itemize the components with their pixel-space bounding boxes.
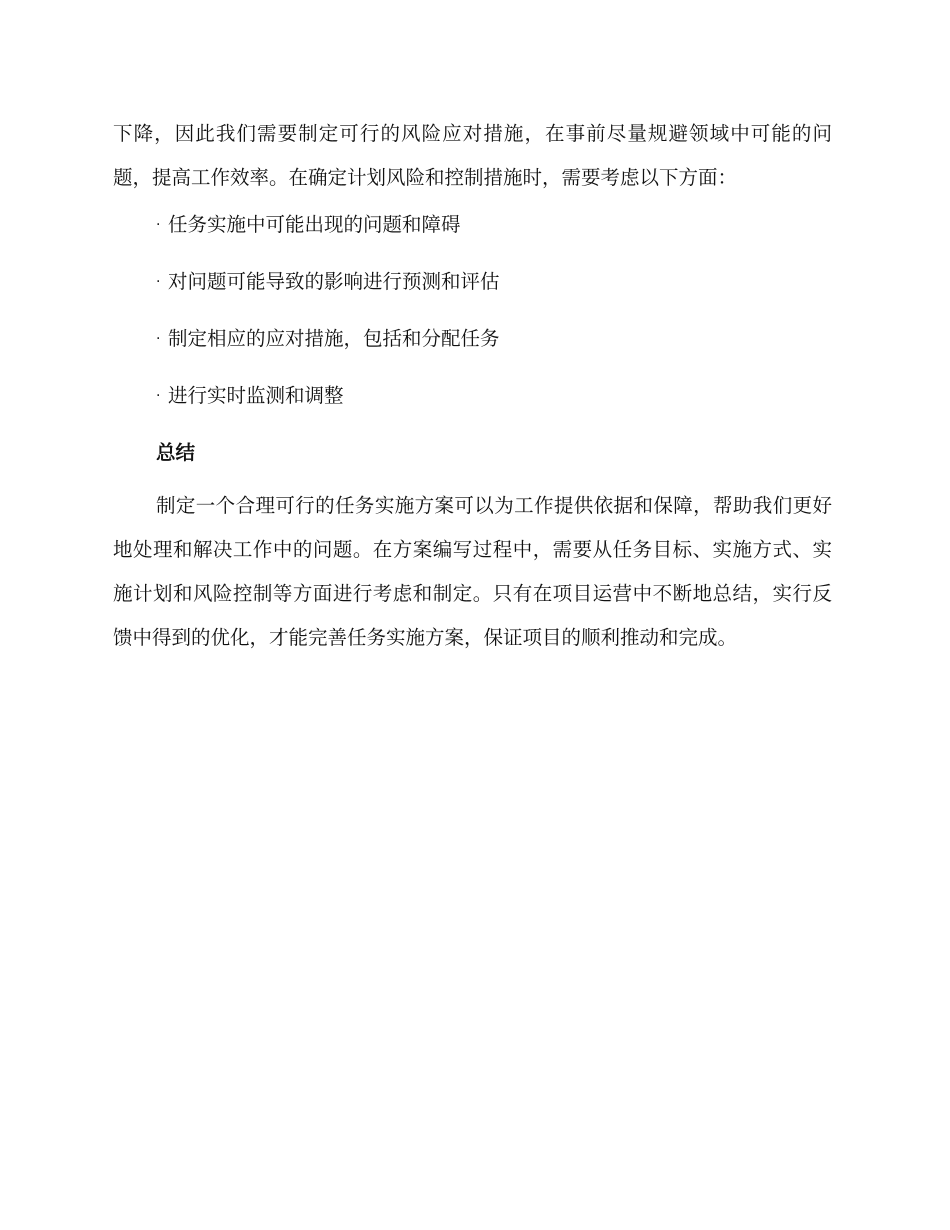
bullet-dot-icon: · (156, 331, 161, 347)
bullet-item (113, 383, 832, 409)
bullet-dot-icon: · (156, 274, 161, 290)
bullet-item (113, 269, 832, 295)
bullet-text: 对问题可能导致的影响进行预测和评估 (168, 270, 500, 293)
section-heading: 总结 (156, 441, 196, 464)
bullet-text: 进行实时监测和调整 (168, 384, 344, 407)
bullet-list (113, 212, 832, 409)
bullet-text: 制定相应的应对措施，包括和分配任务 (168, 327, 500, 350)
bullet-text: 任务实施中可能出现的问题和障碍 (168, 213, 461, 236)
bullet-dot-icon: · (156, 217, 161, 233)
intro-paragraph: 下降，因此我们需要制定可行的风险应对措施，在事前尽量规避领域中可能的问题，提高工作效率。在确定计划风险和控制措施时，需要考虑以下方面： (113, 122, 832, 189)
summary-paragraph: 制定一个合理可行的任务实施方案可以为工作提供依据和保障，帮助我们更好地处理和解决工作中的问题。在方案编写过程中，需要从任务目标、实施方式、实施计划和风险控制等方面进行考虑和制定。只有在项目运营中不断地总结，实行反馈中得到的优化，才能完善任务实施方案，保证项目的顺利推动和完成。 (113, 494, 832, 649)
bullet-item (113, 212, 832, 238)
bullet-dot-icon: · (156, 388, 161, 404)
bullet-item (113, 326, 832, 352)
